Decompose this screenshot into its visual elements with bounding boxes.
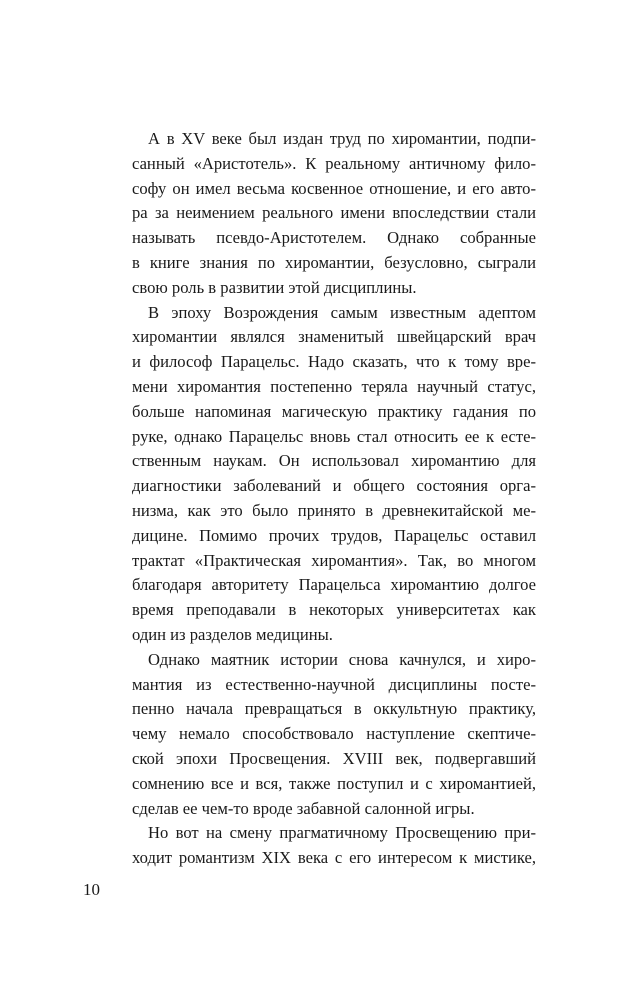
body-text — [132, 127, 536, 871]
paragraph — [132, 301, 536, 648]
text-line: А в XV веке был издан труд по хиромантии, подпи- — [148, 129, 536, 148]
text-line: руке, однако Парацельс вновь стал относить ее к есте- — [132, 426, 536, 446]
text-line: сделав ее чем-то вроде забавной салонной игры. — [132, 798, 475, 818]
paragraph — [132, 821, 536, 871]
text-line: В эпоху Возрождения самым известным адептом — [148, 302, 536, 322]
text-line: время преподавали в некоторых университетах как — [132, 600, 536, 620]
text-line: Однако маятник истории снова качнулся, и хиро- — [148, 649, 536, 669]
text-line: диагностики заболеваний и общего состояния орга- — [132, 476, 536, 496]
text-line: сомнению все и вся, также поступил и с хиромантией, — [132, 773, 536, 793]
text-line: ственным наукам. Он использовал хиромантию для — [132, 451, 536, 471]
text-line: один из разделов медицины. — [132, 624, 333, 644]
text-line: низма, как это было принято в древнекитайской ме- — [132, 500, 536, 520]
text-line: Но вот на смену прагматичному Просвещению при- — [148, 823, 536, 843]
text-line: ской эпохи Просвещения. XVIII век, подвергавший — [132, 748, 536, 768]
text-line: и философ Парацельс. Надо сказать, что к тому вре- — [132, 352, 536, 372]
paragraph — [132, 127, 536, 301]
text-line: называть псевдо-Аристотелем. Однако собранные — [132, 228, 536, 248]
text-line: трактат «Практическая хиромантия». Так, во многом — [132, 550, 536, 570]
text-line: благодаря авторитету Парацельса хиромантию долгое — [132, 575, 536, 595]
page-number: 10 — [83, 880, 100, 899]
text-line: в книге знания по хиромантии, безусловно, сыграли — [132, 252, 536, 272]
text-line: чему немало способствовало наступление скептиче- — [132, 724, 536, 744]
text-line: софу он имел весьма косвенное отношение, и его авто- — [132, 178, 536, 198]
text-line: мантия из естественно-научной дисциплины посте- — [132, 674, 536, 694]
text-line: свою роль в развитии этой дисциплины. — [132, 277, 417, 297]
paragraph — [132, 648, 536, 822]
text-line: ра за неимением реального имени впоследствии стали — [132, 203, 536, 223]
text-line: ходит романтизм XIX века с его интересом к мистике, — [132, 848, 536, 868]
text-line: хиромантии являлся знаменитый швейцарский врач — [132, 327, 536, 347]
text-line: мени хиромантия постепенно теряла научный статус, — [132, 376, 536, 396]
text-line: дицине. Помимо прочих трудов, Парацельс оставил — [132, 525, 536, 545]
text-line: больше напоминая магическую практику гадания по — [132, 401, 536, 421]
text-line: санный «Аристотель». К реальному античному фило- — [132, 153, 536, 173]
text-line: пенно начала превращаться в оккультную практику, — [132, 699, 536, 719]
